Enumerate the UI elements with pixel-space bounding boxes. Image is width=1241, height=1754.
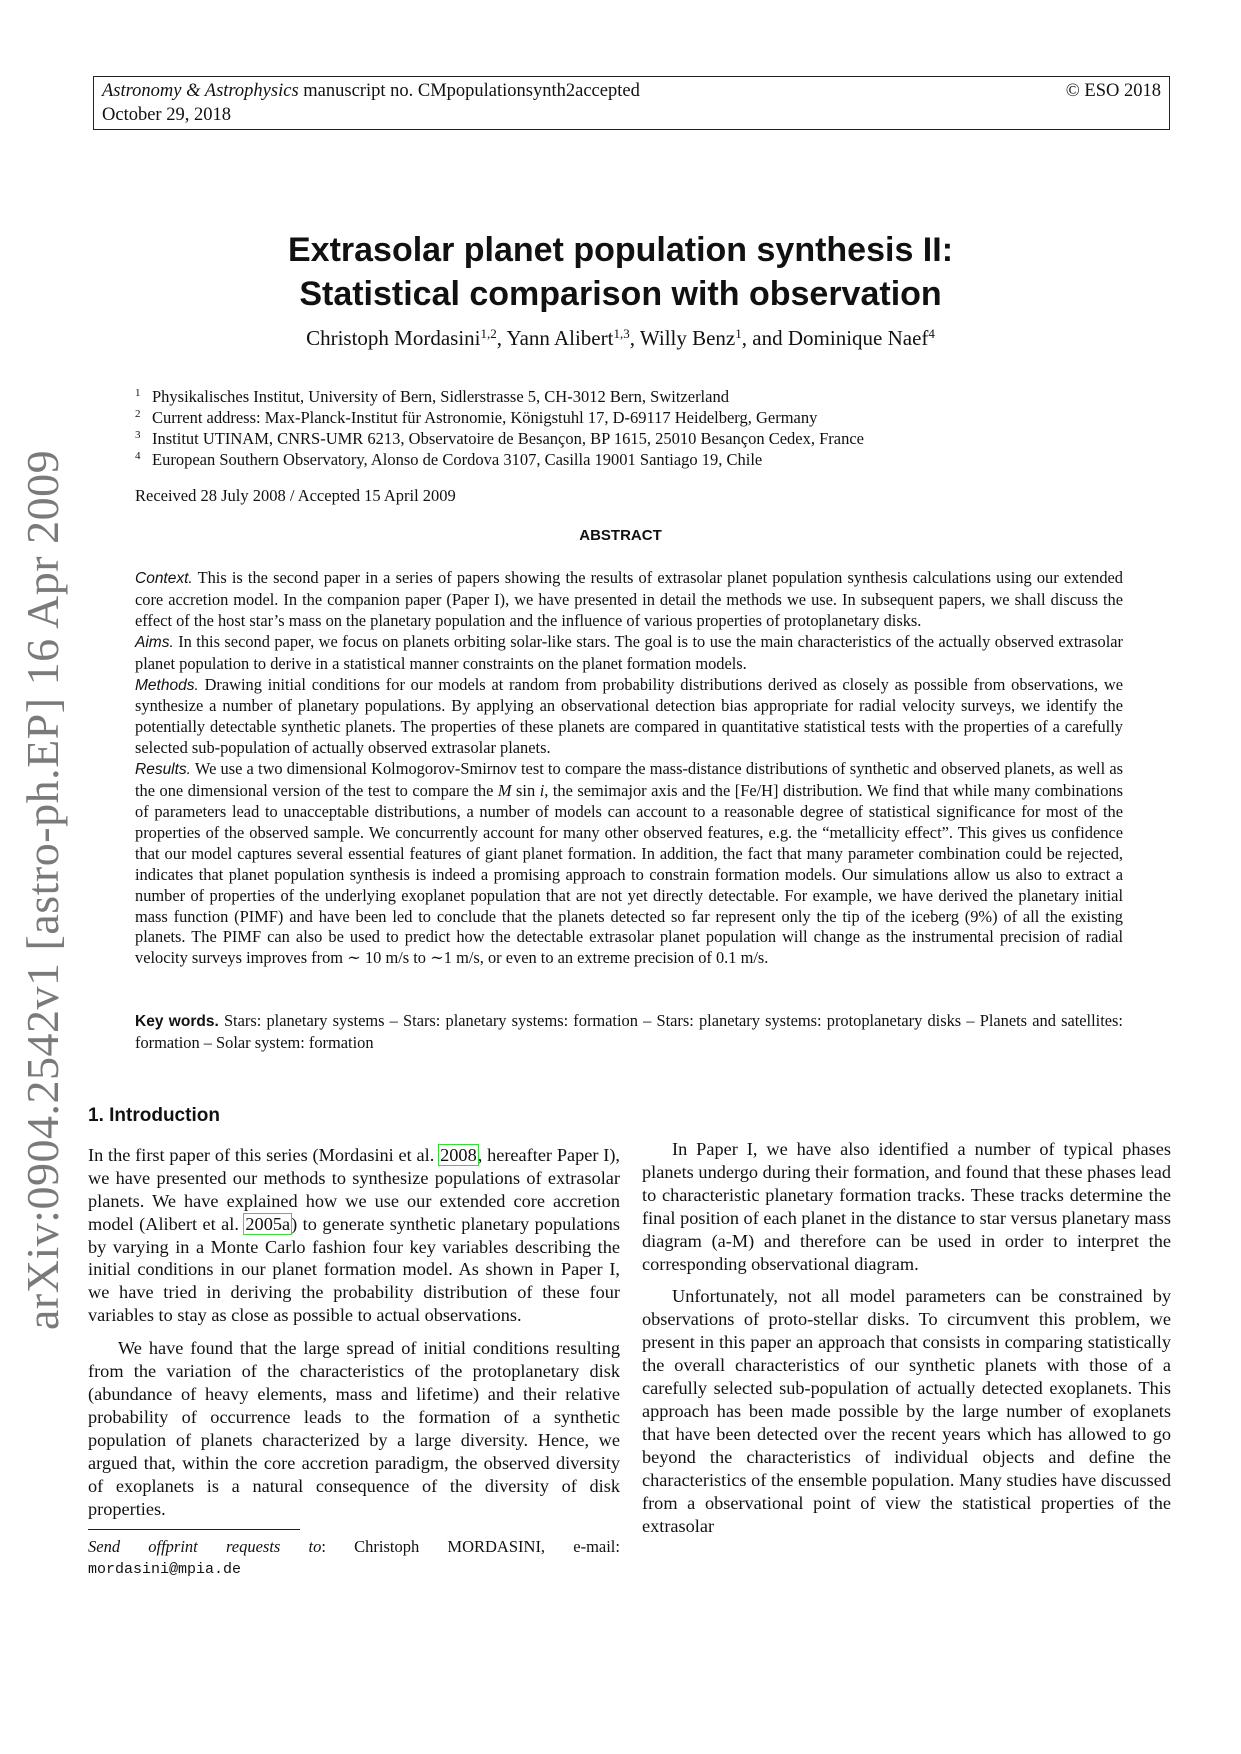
author-affiliation-mark: 1,2: [480, 325, 497, 341]
journal-line: [102, 79, 1161, 103]
journal-name: Astronomy & Astrophysics: [102, 81, 299, 101]
methods-label: Methods.: [135, 676, 199, 694]
arxiv-stamp: arXiv:0904.2542v1 [astro-ph.EP] 16 Apr 2009: [17, 449, 68, 1330]
context-text: This is the second paper in a series of papers showing the results of extrasolar planet population synthesis calculations using our extended core accretion model. In the companion paper (Paper I), we have presented in detail the methods we use. In subsequent papers, we shall discuss the effect of the host star’s mass on the planetary population and the influence of various properties of protoplanetary disks.: [135, 568, 1123, 630]
section-heading-introduction: 1. Introduction: [88, 1105, 220, 1126]
manuscript-number: manuscript no. CMpopulationsynth2accepted: [303, 81, 640, 101]
results-label: Results.: [135, 761, 191, 779]
abstract-heading: ABSTRACT: [579, 527, 662, 544]
affiliation-number: 3: [135, 429, 141, 441]
affiliation-text: Physikalisches Institut, University of Bern, Sidlerstrasse 5, CH-3012 Bern, Switzerland: [152, 387, 729, 406]
aims-text: In this second paper, we focus on planets orbiting solar-like stars. The goal is to use the main characteristics of the actually observed extrasolar planet population to derive in a statistical manner constraints on the planet formation models.: [135, 631, 1123, 673]
title-line-2: Statistical comparison with observation: [299, 275, 942, 313]
author-name: Dominique Naef: [787, 326, 929, 350]
received-dates: Received 28 July 2008 / Accepted 15 April 2009: [135, 486, 456, 505]
keywords: [135, 1011, 1123, 1054]
paragraph-text: In the first paper of this series (Mordasini et al.: [88, 1144, 440, 1165]
intro-paragraph-4: Unfortunately, not all model parameters can be constrained by observations of proto-stellar disks. To circumvent this problem, we present in this paper an approach that consists in comparing statistically the overall characteristics of our synthetic planets with those of a carefully selected sub-population of actually detected exoplanets. This approach has been made possible by the large number of exoplanets that have been detected over the recent years which has allowed to go beyond the characteristics of individual objects and define the characteristics of the ensemble population. Many studies have discussed from a observational point of view the statistical properties of the extrasolar: [642, 1286, 1171, 1536]
affiliation-number: 1: [135, 387, 141, 399]
methods-text: Drawing initial conditions for our models at random from probability distributions derived as closely as possible from observations, we synthesize a number of planetary populations. By applying an observational detection bias appropriate for radial velocity surveys, we identify the potentially detectable synthetic planets. The properties of these planets are compared in quantitative statistical tests with the properties of a carefully selected sub-population of actually observed extrasolar planets.: [135, 674, 1123, 758]
paragraph-text: ) to generate synthetic planetary populations by varying in a Monte Carlo fashion four key variables describing the initial conditions in our planet formation model. As shown in Paper I, we have tried in deriving the probability distribution of these four variables to stay as close as possible to actual observations.: [88, 1213, 620, 1326]
abstract-results: [135, 759, 1123, 969]
math-sin: sin: [511, 781, 540, 801]
context-label: Context.: [135, 570, 193, 587]
abstract-context: [135, 568, 1123, 632]
math-i: i: [539, 781, 545, 801]
intro-paragraph-1: [88, 1144, 620, 1327]
aims-label: Aims.: [135, 633, 174, 651]
author-affiliation-mark: 1,3: [613, 325, 630, 341]
affiliation-number: 2: [135, 408, 141, 420]
keywords-label: Key words.: [135, 1013, 219, 1030]
results-text: , the semimajor axis and the [Fe/H] distribution. We find that while many combinations of parameters lead to unacceptable distributions, a number of models can account to a reasonable degree of statistical significance for most of the properties of the observed sample. We concurrently account for many other observed features, e.g. the “metallicity effect”. This gives us confidence that our model captures several essential features of giant planet formation. In addition, the fact that many parameter combination could be rejected, indicates that planet population synthesis is indeed a promising approach to constrain formation models. Our simulations allow us also to extract a number of properties of the underlying exoplanet population that are not yet directly detectable. For example, we have derived the planetary initial mass function (PIMF) and have been led to conclude that the planets detected so far represent only the tip of the iceberg (9%) of all the existing planets. The PIMF can also be used to predict how the detectable extrasolar planet population will change as the instrumental precision of radial velocity surveys improves from ∼ 10 m/s to ∼1 m/s, or even to an extreme precision of 0.1 m/s.: [135, 781, 1123, 968]
abstract-body: [135, 568, 1123, 969]
body-column-left: [88, 1105, 620, 1520]
abstract-methods: [135, 675, 1123, 760]
intro-paragraph-3: In Paper I, we have also identified a number of typical phases planets undergo during their formation, and found that these phases lead to characteristic planetary formation tracks. These tracks determine the final position of each planet in the distance to star versus planetary mass diagram (a-M) and therefore can be used in order to interpret the corresponding observational diagram.: [642, 1139, 1171, 1274]
abstract-aims: [135, 632, 1123, 675]
footnote-label: Send offprint requests to: [88, 1537, 322, 1556]
paragraph-text: , hereafter Paper I), we have presented our methods to synthesize populations of extrasolar planets. We have explained how we use our extended core accretion model (Alibert et al.: [88, 1144, 621, 1234]
author-name: Christoph Mordasini: [306, 326, 481, 350]
affiliation-number: 4: [135, 450, 141, 462]
affiliation: [135, 386, 864, 407]
footnote-text: : Christoph MORDASINI, e-mail:: [321, 1537, 620, 1556]
footnote-rule: [88, 1529, 300, 1530]
results-text: We use a two dimensional Kolmogorov-Smirnov test to compare the mass-distance distributions of synthetic and observed planets, as well as the one dimensional version of the test to compare the: [135, 759, 1123, 801]
citation-link[interactable]: 2008: [440, 1144, 477, 1165]
intro-paragraph-2: We have found that the large spread of initial conditions resulting from the variation of the characteristics of the protoplanetary disk (abundance of heavy elements, mass and lifetime) and their relative probability of occurrence leads to the formation of a synthetic population of planets characterized by a large diversity. Hence, we argued that, within the core accretion paradigm, the observed diversity of exoplanets is a natural consequence of the diversity of disk properties.: [88, 1338, 620, 1519]
author-separator: ,: [496, 326, 507, 350]
author-name: Willy Benz: [639, 326, 736, 350]
author-separator: , and: [741, 326, 788, 350]
affiliation: [135, 428, 864, 449]
copyright: © ESO 2018: [1065, 81, 1161, 101]
author-affiliation-mark: 1: [735, 325, 742, 341]
keywords-text: Stars: planetary systems – Stars: planetary systems: formation – Stars: planetary systems: protoplanetary disks – Planets and satellites: formation – Solar system: formation: [135, 1011, 1123, 1052]
footnote: [88, 1536, 620, 1580]
affiliation-text: European Southern Observatory, Alonso de Cordova 3107, Casilla 19001 Santiago 19, Chile: [152, 450, 763, 469]
journal-header: [93, 76, 1170, 130]
affiliation: [135, 449, 864, 470]
affiliation-text: Current address: Max-Planck-Institut für Astronomie, Königstuhl 17, D-69117 Heidelberg, Germany: [152, 408, 818, 427]
contact-email[interactable]: mordasini@mpia.de: [88, 1561, 242, 1578]
title-line-1: Extrasolar planet population synthesis II:: [287, 231, 954, 269]
header-date: October 29, 2018: [102, 105, 231, 125]
author-name: Yann Alibert: [506, 326, 614, 350]
paper-title: [0, 228, 1241, 316]
math-m: M: [497, 781, 512, 801]
author-list: [0, 326, 1241, 351]
affiliation: [135, 407, 864, 428]
author-affiliation-mark: 4: [928, 325, 935, 341]
body-column-right: [642, 1108, 1171, 1537]
author-separator: ,: [629, 326, 640, 350]
affiliation-list: [135, 386, 864, 470]
citation-link[interactable]: 2005a: [245, 1213, 291, 1234]
affiliation-text: Institut UTINAM, CNRS-UMR 6213, Observatoire de Besançon, BP 1615, 25010 Besançon Cedex, France: [152, 429, 865, 448]
